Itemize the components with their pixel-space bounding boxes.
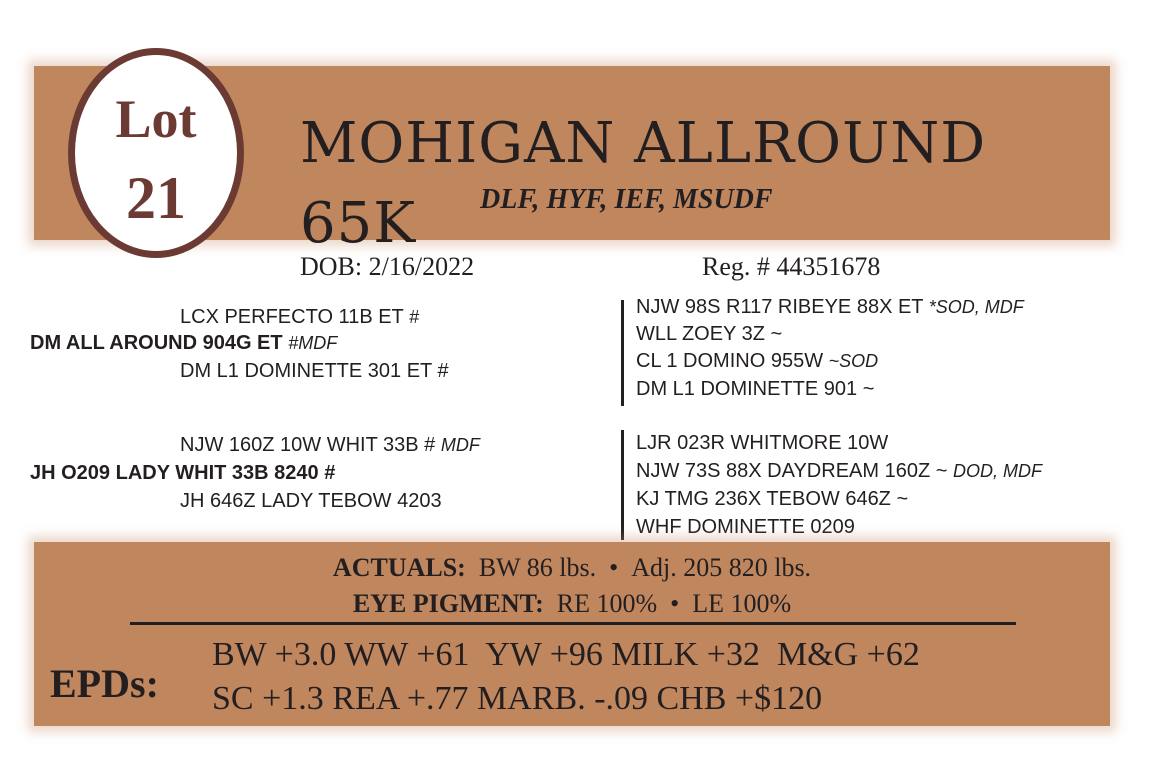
dam-dam bbox=[180, 488, 442, 514]
eye-pigment-row bbox=[34, 586, 1110, 622]
dam-sire-dam bbox=[636, 458, 1042, 484]
sire bbox=[30, 330, 337, 356]
pedigree-name: LCX PERFECTO 11B ET bbox=[180, 306, 404, 328]
sire-sire-sire bbox=[636, 294, 1024, 320]
separator: • bbox=[609, 553, 619, 582]
dam-dam-dam bbox=[636, 514, 855, 540]
pedigree-name: LJR 023R WHITMORE 10W bbox=[636, 432, 889, 454]
epd-line-2: SC +1.3 REA +.77 MARB. -.09 CHB +$120 bbox=[212, 680, 823, 717]
pedigree-name: KJ TMG 236X TEBOW 646Z ~ bbox=[636, 488, 909, 510]
pedigree-name: NJW 73S 88X DAYDREAM 160Z ~ bbox=[636, 460, 948, 482]
pedigree-name: DM ALL AROUND 904G ET bbox=[30, 332, 283, 354]
pedigree-note: # bbox=[408, 307, 419, 327]
pedigree-name: NJW 98S R117 RIBEYE 88X ET bbox=[636, 296, 924, 318]
divider-line bbox=[130, 622, 1016, 625]
sire-sire bbox=[180, 304, 419, 330]
dam-sire bbox=[180, 432, 480, 458]
pedigree-note: #MDF bbox=[288, 333, 338, 353]
performance-panel bbox=[34, 542, 1110, 726]
pedigree-name: JH O209 LADY WHIT 33B 8240 # bbox=[30, 462, 336, 484]
left-eye: LE 100% bbox=[692, 589, 792, 618]
animal-name: MOHIGAN ALLROUND 65K bbox=[300, 111, 987, 256]
pedigree-name: WHF DOMINETTE 0209 bbox=[636, 516, 855, 538]
pedigree-note: MDF bbox=[440, 435, 480, 455]
registration-number: Reg. # 44351678 bbox=[702, 252, 881, 281]
pedigree-divider bbox=[621, 300, 624, 406]
pedigree-name: WLL ZOEY 3Z ~ bbox=[636, 323, 783, 345]
pedigree-name: NJW 160Z 10W WHIT 33B # bbox=[180, 434, 436, 456]
pedigree-name: DM L1 DOMINETTE 301 ET # bbox=[180, 360, 449, 382]
pedigree-note: ~SOD bbox=[828, 351, 879, 371]
sire-dam bbox=[180, 358, 449, 384]
lot-badge bbox=[68, 48, 244, 258]
eye-pigment-label: EYE PIGMENT: bbox=[352, 589, 544, 618]
epd-line-1: BW +3.0 WW +61 YW +96 MILK +32 M&G +62 bbox=[212, 636, 920, 673]
actuals-row bbox=[34, 550, 1110, 586]
separator: • bbox=[670, 589, 680, 618]
sire-dam-dam bbox=[636, 376, 874, 402]
dam-dam-sire bbox=[636, 486, 908, 512]
pedigree-name: CL 1 DOMINO 955W bbox=[636, 350, 824, 372]
birth-weight: BW 86 lbs. bbox=[478, 553, 597, 582]
date-of-birth: DOB: 2/16/2022 bbox=[300, 252, 475, 281]
dam-sire-sire bbox=[636, 430, 888, 456]
pedigree-divider bbox=[621, 430, 624, 540]
pedigree-note: *SOD, MDF bbox=[928, 297, 1024, 317]
lot-label: Lot bbox=[115, 89, 197, 149]
adjusted-weight: Adj. 205 820 lbs. bbox=[631, 553, 812, 582]
dam bbox=[30, 460, 335, 486]
lot-number: 21 bbox=[126, 165, 186, 231]
sire-dam-sire bbox=[636, 348, 878, 374]
sire-sire-dam bbox=[636, 321, 782, 347]
right-eye: RE 100% bbox=[556, 589, 658, 618]
genetic-status: DLF, HYF, IEF, MSUDF bbox=[480, 184, 773, 215]
pedigree-note: DOD, MDF bbox=[952, 461, 1042, 481]
actuals-label: ACTUALS: bbox=[332, 553, 466, 582]
epds-label: EPDs: bbox=[50, 661, 159, 706]
pedigree-name: JH 646Z LADY TEBOW 4203 bbox=[180, 490, 442, 512]
pedigree-name: DM L1 DOMINETTE 901 ~ bbox=[636, 378, 875, 400]
